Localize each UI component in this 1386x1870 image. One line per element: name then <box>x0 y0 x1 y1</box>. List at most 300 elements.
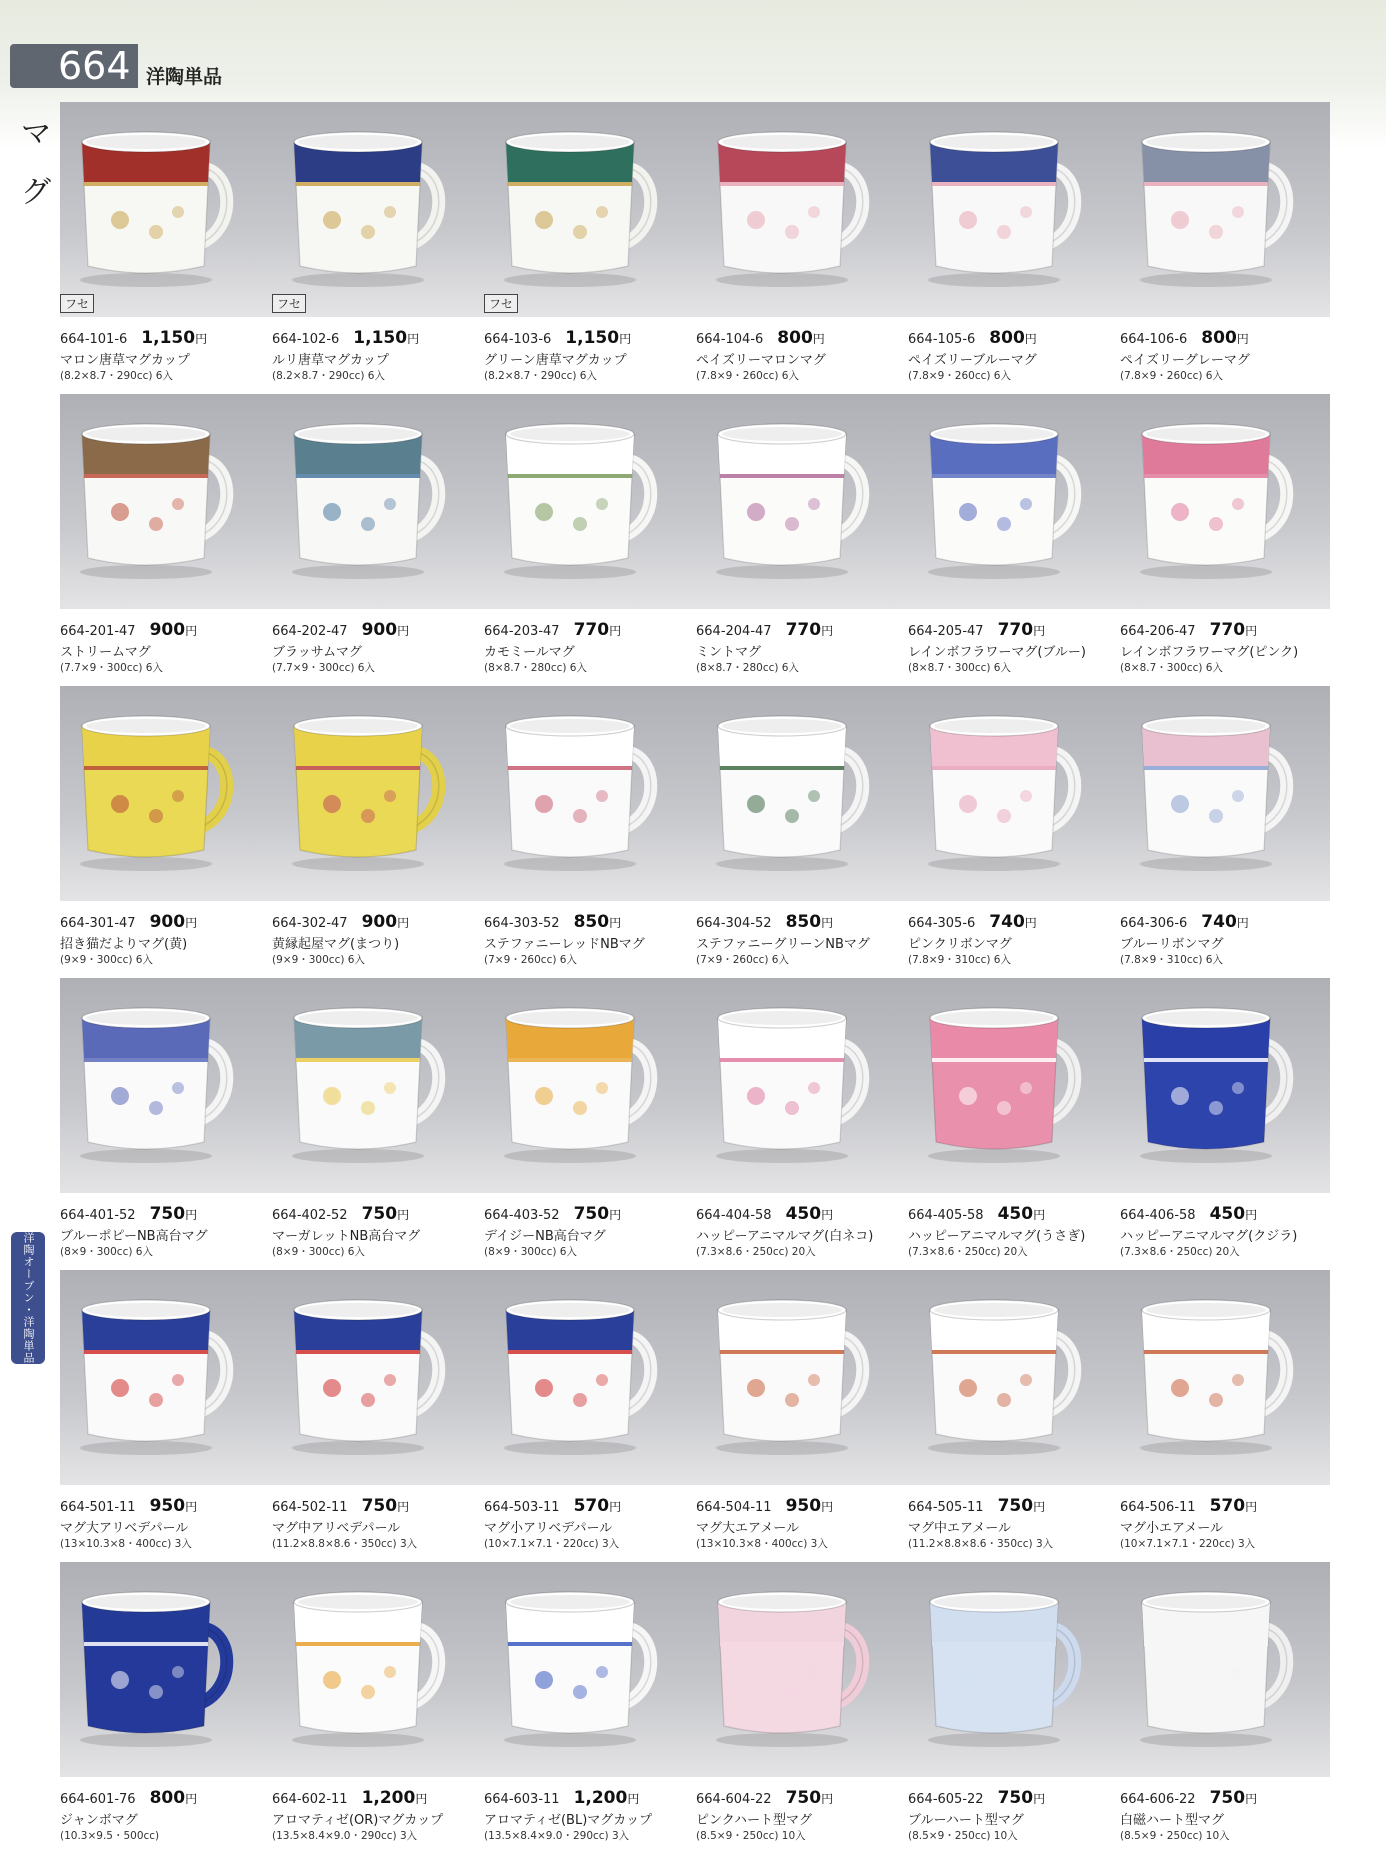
price-unit: 円 <box>195 332 208 346</box>
product-name: マロン唐草マグカップ <box>60 353 190 368</box>
product-spec: (13.5×8.4×9.0・290cc) 3入 <box>484 1830 630 1842</box>
price-value: 750 <box>573 1204 610 1224</box>
product-spec: (7.3×8.6・250cc) 20入 <box>696 1246 816 1258</box>
page-number: 664 <box>10 44 138 88</box>
product-code: 664-105-6 <box>908 332 976 347</box>
product-price <box>1210 1788 1258 1808</box>
product-price <box>150 1788 198 1808</box>
price-value: 1,200 <box>573 1788 628 1808</box>
product-code: 664-606-22 <box>1120 1792 1196 1807</box>
product-price <box>353 328 419 348</box>
product-code: 664-103-6 <box>484 332 552 347</box>
price-value: 800 <box>989 328 1025 348</box>
product-code-line <box>908 1788 1045 1808</box>
stackable-badge: フセ <box>60 294 94 313</box>
price-value: 570 <box>573 1496 610 1516</box>
product-card[interactable] <box>1118 978 1330 1270</box>
product-spec: (7.8×9・260cc) 6入 <box>908 370 1011 382</box>
product-price <box>786 620 834 640</box>
product-code-line <box>908 912 1037 932</box>
price-value: 1,200 <box>361 1788 416 1808</box>
price-value: 450 <box>785 1204 822 1224</box>
product-spec: (10×7.1×7.1・220cc) 3入 <box>484 1538 620 1550</box>
product-card[interactable] <box>482 102 694 394</box>
product-code: 664-101-6 <box>60 332 128 347</box>
product-name: ストリームマグ <box>60 645 151 660</box>
price-unit: 円 <box>185 1208 198 1222</box>
price-value: 770 <box>785 620 822 640</box>
mug-photo <box>1128 704 1308 874</box>
price-unit: 円 <box>415 1792 428 1806</box>
product-code: 664-203-47 <box>484 624 560 639</box>
side-index-tab[interactable]: 洋陶オーブン・洋陶単品 <box>11 1232 45 1364</box>
product-name: マーガレットNB高台マグ <box>272 1229 421 1244</box>
price-value: 900 <box>149 620 186 640</box>
product-name: ハッピーアニマルマグ(白ネコ) <box>696 1229 874 1244</box>
price-unit: 円 <box>627 1792 640 1806</box>
product-code-line <box>696 1496 833 1516</box>
product-code: 664-604-22 <box>696 1792 772 1807</box>
product-code: 664-304-52 <box>696 916 772 931</box>
product-card[interactable] <box>270 1270 482 1562</box>
product-card[interactable] <box>694 102 906 394</box>
product-name: ピンクハート型マグ <box>696 1813 812 1828</box>
product-spec: (8.5×9・250cc) 10入 <box>696 1830 806 1842</box>
product-price <box>362 1788 428 1808</box>
product-code-line <box>484 1204 621 1224</box>
product-spec: (7×9・260cc) 6入 <box>696 954 789 966</box>
product-price <box>150 912 198 932</box>
product-code: 664-201-47 <box>60 624 136 639</box>
product-code: 664-406-58 <box>1120 1208 1196 1223</box>
mug-photo <box>704 1580 884 1750</box>
product-code: 664-102-6 <box>272 332 340 347</box>
product-code-line <box>696 912 833 932</box>
product-card[interactable] <box>906 978 1118 1270</box>
product-code: 664-401-52 <box>60 1208 136 1223</box>
product-spec: (10×7.1×7.1・220cc) 3入 <box>1120 1538 1256 1550</box>
price-unit: 円 <box>185 1792 198 1806</box>
mug-photo <box>492 996 672 1166</box>
price-unit: 円 <box>821 624 834 638</box>
product-card[interactable] <box>1118 1562 1330 1854</box>
product-card[interactable] <box>270 102 482 394</box>
mug-photo <box>68 1580 248 1750</box>
product-code-line <box>1120 1496 1257 1516</box>
section-title <box>18 106 54 222</box>
product-code-line <box>908 620 1045 640</box>
mug-photo <box>280 120 460 290</box>
price-value: 1,150 <box>141 328 196 348</box>
price-value: 850 <box>573 912 610 932</box>
product-card[interactable] <box>270 394 482 686</box>
price-unit: 円 <box>609 1208 622 1222</box>
price-unit: 円 <box>1236 916 1249 930</box>
product-price <box>989 328 1037 348</box>
product-price <box>786 912 834 932</box>
price-unit: 円 <box>1033 1208 1046 1222</box>
price-value: 950 <box>149 1496 186 1516</box>
mug-photo <box>68 996 248 1166</box>
product-name: マグ中アリベデパール <box>272 1521 401 1536</box>
price-unit: 円 <box>1245 1500 1258 1514</box>
price-value: 900 <box>149 912 186 932</box>
stackable-badge: フセ <box>484 294 518 313</box>
price-unit: 円 <box>609 1500 622 1514</box>
product-card[interactable] <box>270 686 482 978</box>
product-code-line <box>1120 620 1257 640</box>
product-name: マグ大アリベデパール <box>60 1521 189 1536</box>
mug-photo <box>916 412 1096 582</box>
product-price <box>150 1496 198 1516</box>
product-spec: (10.3×9.5・500cc) <box>60 1830 160 1842</box>
price-unit: 円 <box>1236 332 1249 346</box>
product-price <box>362 620 410 640</box>
product-spec: (8×8.7・280cc) 6入 <box>696 662 799 674</box>
product-code: 664-206-47 <box>1120 624 1196 639</box>
product-spec: (7.3×8.6・250cc) 20入 <box>908 1246 1028 1258</box>
product-card[interactable] <box>906 1562 1118 1854</box>
product-spec: (8×8.7・280cc) 6入 <box>484 662 587 674</box>
product-code: 664-402-52 <box>272 1208 348 1223</box>
product-code-line <box>272 1788 427 1808</box>
product-card[interactable] <box>906 686 1118 978</box>
product-price <box>574 1496 622 1516</box>
product-card[interactable] <box>482 1270 694 1562</box>
price-value: 1,150 <box>565 328 620 348</box>
price-value: 750 <box>361 1204 398 1224</box>
mug-photo <box>1128 120 1308 290</box>
product-code-line <box>1120 328 1249 348</box>
product-code: 664-405-58 <box>908 1208 984 1223</box>
price-unit: 円 <box>1245 1208 1258 1222</box>
product-price <box>565 328 631 348</box>
product-price <box>786 1496 834 1516</box>
price-value: 1,150 <box>353 328 408 348</box>
product-name: ステファニーグリーンNBマグ <box>696 937 870 952</box>
product-name: デイジーNB高台マグ <box>484 1229 606 1244</box>
mug-photo <box>916 1288 1096 1458</box>
mug-photo <box>916 996 1096 1166</box>
product-row <box>58 978 1332 1270</box>
product-name: ブルーポピーNB高台マグ <box>60 1229 208 1244</box>
product-name: カモミールマグ <box>484 645 575 660</box>
product-price <box>1201 328 1249 348</box>
product-card[interactable] <box>1118 102 1330 394</box>
product-code-line <box>484 620 621 640</box>
product-code-line <box>1120 912 1249 932</box>
price-value: 750 <box>997 1496 1034 1516</box>
product-spec: (8×8.7・300cc) 6入 <box>1120 662 1223 674</box>
product-card[interactable] <box>1118 1270 1330 1562</box>
product-card[interactable] <box>58 102 270 394</box>
product-code: 664-504-11 <box>696 1500 772 1515</box>
price-unit: 円 <box>397 624 410 638</box>
product-code: 664-403-52 <box>484 1208 560 1223</box>
section-title-char: マ <box>21 117 51 152</box>
product-card[interactable] <box>906 102 1118 394</box>
product-code: 664-503-11 <box>484 1500 560 1515</box>
product-price <box>1210 1496 1258 1516</box>
product-name: ジャンボマグ <box>60 1813 138 1828</box>
price-unit: 円 <box>1033 1500 1046 1514</box>
product-code: 664-501-11 <box>60 1500 136 1515</box>
product-code: 664-305-6 <box>908 916 976 931</box>
product-code: 664-106-6 <box>1120 332 1188 347</box>
mug-photo <box>492 120 672 290</box>
product-card[interactable] <box>694 978 906 1270</box>
product-card[interactable] <box>58 1270 270 1562</box>
product-spec: (7.8×9・260cc) 6入 <box>1120 370 1223 382</box>
product-name: マグ小エアメール <box>1120 1521 1223 1536</box>
product-card[interactable] <box>482 686 694 978</box>
mug-photo <box>704 704 884 874</box>
product-name: ブルーハート型マグ <box>908 1813 1024 1828</box>
price-value: 750 <box>1209 1788 1246 1808</box>
product-spec: (7.8×9・260cc) 6入 <box>696 370 799 382</box>
product-spec: (8.5×9・250cc) 10入 <box>1120 1830 1230 1842</box>
product-name: ハッピーアニマルマグ(うさぎ) <box>908 1229 1086 1244</box>
product-spec: (8.2×8.7・290cc) 6入 <box>60 370 173 382</box>
price-unit: 円 <box>812 332 825 346</box>
product-code: 664-302-47 <box>272 916 348 931</box>
mug-photo <box>492 1288 672 1458</box>
product-price <box>1210 620 1258 640</box>
product-card[interactable] <box>1118 686 1330 978</box>
price-unit: 円 <box>619 332 632 346</box>
product-card[interactable] <box>906 1270 1118 1562</box>
product-spec: (13×10.3×8・400cc) 3入 <box>696 1538 828 1550</box>
product-name: ルリ唐草マグカップ <box>272 353 389 368</box>
product-name: ペイズリーブルーマグ <box>908 353 1037 368</box>
mug-photo <box>280 704 460 874</box>
product-code: 664-506-11 <box>1120 1500 1196 1515</box>
price-unit: 円 <box>821 1792 834 1806</box>
product-spec: (9×9・300cc) 6入 <box>60 954 153 966</box>
product-code: 664-204-47 <box>696 624 772 639</box>
product-code-line <box>696 620 833 640</box>
product-card[interactable] <box>58 686 270 978</box>
product-price <box>998 620 1046 640</box>
product-price <box>141 328 207 348</box>
product-spec: (7.3×8.6・250cc) 20入 <box>1120 1246 1240 1258</box>
product-name: ブルーリボンマグ <box>1120 937 1224 952</box>
product-code-line <box>484 1788 639 1808</box>
product-spec: (9×9・300cc) 6入 <box>272 954 365 966</box>
price-value: 950 <box>785 1496 822 1516</box>
product-price <box>150 1204 198 1224</box>
product-code: 664-601-76 <box>60 1792 136 1807</box>
price-unit: 円 <box>609 624 622 638</box>
price-value: 750 <box>997 1788 1034 1808</box>
mug-photo <box>280 412 460 582</box>
product-card[interactable] <box>694 1562 906 1854</box>
product-code-line <box>484 328 631 348</box>
price-value: 850 <box>785 912 822 932</box>
product-card[interactable] <box>694 394 906 686</box>
mug-photo <box>492 704 672 874</box>
product-name: 招き猫だよりマグ(黄) <box>60 937 188 952</box>
product-card[interactable] <box>58 1562 270 1854</box>
product-name: マグ大エアメール <box>696 1521 799 1536</box>
product-code-line <box>60 1788 197 1808</box>
price-unit: 円 <box>1245 1792 1258 1806</box>
section-title-char: グ <box>21 175 51 210</box>
product-spec: (8.5×9・250cc) 10入 <box>908 1830 1018 1842</box>
mug-photo <box>280 1288 460 1458</box>
price-unit: 円 <box>1033 624 1046 638</box>
product-price <box>362 1496 410 1516</box>
product-code-line <box>60 328 207 348</box>
product-code-line <box>272 620 409 640</box>
mug-photo <box>1128 412 1308 582</box>
price-value: 450 <box>1209 1204 1246 1224</box>
product-card[interactable] <box>694 686 906 978</box>
mug-photo <box>704 1288 884 1458</box>
price-unit: 円 <box>1033 1792 1046 1806</box>
price-value: 740 <box>989 912 1025 932</box>
product-grid <box>58 102 1332 1854</box>
product-card[interactable] <box>482 1562 694 1854</box>
product-code-line <box>908 328 1037 348</box>
product-spec: (8.2×8.7・290cc) 6入 <box>484 370 597 382</box>
mug-photo <box>492 412 672 582</box>
product-code: 664-502-11 <box>272 1500 348 1515</box>
product-code: 664-303-52 <box>484 916 560 931</box>
mug-photo <box>704 120 884 290</box>
product-price <box>786 1204 834 1224</box>
price-unit: 円 <box>407 332 420 346</box>
price-unit: 円 <box>1024 916 1037 930</box>
mug-photo <box>68 1288 248 1458</box>
mug-photo <box>1128 1580 1308 1750</box>
product-card[interactable] <box>270 978 482 1270</box>
price-value: 450 <box>997 1204 1034 1224</box>
price-value: 900 <box>361 912 398 932</box>
mug-photo <box>704 996 884 1166</box>
mug-photo <box>280 1580 460 1750</box>
product-card[interactable] <box>906 394 1118 686</box>
mug-photo <box>68 412 248 582</box>
mug-photo <box>492 1580 672 1750</box>
category-title: 洋陶単品 <box>146 66 223 88</box>
price-unit: 円 <box>397 1208 410 1222</box>
mug-photo <box>916 704 1096 874</box>
price-value: 750 <box>785 1788 822 1808</box>
price-value: 750 <box>361 1496 398 1516</box>
product-name: ハッピーアニマルマグ(クジラ) <box>1120 1229 1298 1244</box>
price-unit: 円 <box>609 916 622 930</box>
product-price <box>989 912 1037 932</box>
product-name: ミントマグ <box>696 645 762 660</box>
product-price <box>1210 1204 1258 1224</box>
product-name: アロマティゼ(OR)マグカップ <box>272 1813 444 1828</box>
product-row <box>58 102 1332 394</box>
product-spec: (7.8×9・310cc) 6入 <box>908 954 1011 966</box>
price-value: 800 <box>777 328 813 348</box>
product-name: 黄縁起屋マグ(まつり) <box>272 937 400 952</box>
product-price <box>574 912 622 932</box>
price-unit: 円 <box>397 916 410 930</box>
product-spec: (11.2×8.8×8.6・350cc) 3入 <box>908 1538 1054 1550</box>
product-name: マグ中エアメール <box>908 1521 1011 1536</box>
product-spec: (8×8.7・300cc) 6入 <box>908 662 1011 674</box>
product-code: 664-404-58 <box>696 1208 772 1223</box>
product-price <box>998 1788 1046 1808</box>
price-value: 750 <box>149 1204 186 1224</box>
product-code-line <box>272 328 419 348</box>
product-card[interactable] <box>58 978 270 1270</box>
product-spec: (7×9・260cc) 6入 <box>484 954 577 966</box>
product-price <box>574 620 622 640</box>
price-value: 900 <box>361 620 398 640</box>
product-price <box>150 620 198 640</box>
mug-photo <box>1128 996 1308 1166</box>
mug-photo <box>280 996 460 1166</box>
product-code: 664-306-6 <box>1120 916 1188 931</box>
product-code-line <box>908 1496 1045 1516</box>
product-price <box>777 328 825 348</box>
product-code-line <box>1120 1204 1257 1224</box>
product-price <box>998 1204 1046 1224</box>
price-unit: 円 <box>1024 332 1037 346</box>
product-code: 664-202-47 <box>272 624 348 639</box>
price-unit: 円 <box>185 1500 198 1514</box>
product-name: マグ小アリベデパール <box>484 1521 613 1536</box>
product-card[interactable] <box>482 394 694 686</box>
product-price <box>786 1788 834 1808</box>
product-price <box>574 1788 640 1808</box>
product-name: 白磁ハート型マグ <box>1120 1813 1225 1828</box>
product-name: レインボフラワーマグ(ブルー) <box>908 645 1086 660</box>
product-name: ペイズリーマロンマグ <box>696 353 826 368</box>
product-name: アロマティゼ(BL)マグカップ <box>484 1813 653 1828</box>
price-value: 800 <box>1201 328 1237 348</box>
product-price <box>998 1496 1046 1516</box>
product-code-line <box>1120 1788 1257 1808</box>
product-code-line <box>696 1788 833 1808</box>
product-card[interactable] <box>270 1562 482 1854</box>
price-unit: 円 <box>821 1500 834 1514</box>
product-code-line <box>484 912 621 932</box>
product-price <box>362 912 410 932</box>
product-card[interactable] <box>58 394 270 686</box>
stackable-badge: フセ <box>272 294 306 313</box>
price-unit: 円 <box>821 1208 834 1222</box>
product-price <box>1201 912 1249 932</box>
price-unit: 円 <box>821 916 834 930</box>
product-name: ステファニーレッドNBマグ <box>484 937 645 952</box>
product-code: 664-605-22 <box>908 1792 984 1807</box>
product-card[interactable] <box>1118 394 1330 686</box>
product-spec: (7.8×9・310cc) 6入 <box>1120 954 1223 966</box>
product-row <box>58 1562 1332 1854</box>
price-value: 800 <box>149 1788 186 1808</box>
product-card[interactable] <box>694 1270 906 1562</box>
product-code-line <box>60 620 197 640</box>
product-code: 664-104-6 <box>696 332 764 347</box>
product-spec: (8×9・300cc) 6入 <box>272 1246 365 1258</box>
product-code-line <box>908 1204 1045 1224</box>
mug-photo <box>68 120 248 290</box>
product-spec: (13.5×8.4×9.0・290cc) 3入 <box>272 1830 418 1842</box>
mug-photo <box>704 412 884 582</box>
product-code-line <box>60 1496 197 1516</box>
product-card[interactable] <box>482 978 694 1270</box>
product-code: 664-603-11 <box>484 1792 560 1807</box>
product-name: グリーン唐草マグカップ <box>484 353 627 368</box>
price-value: 770 <box>573 620 610 640</box>
